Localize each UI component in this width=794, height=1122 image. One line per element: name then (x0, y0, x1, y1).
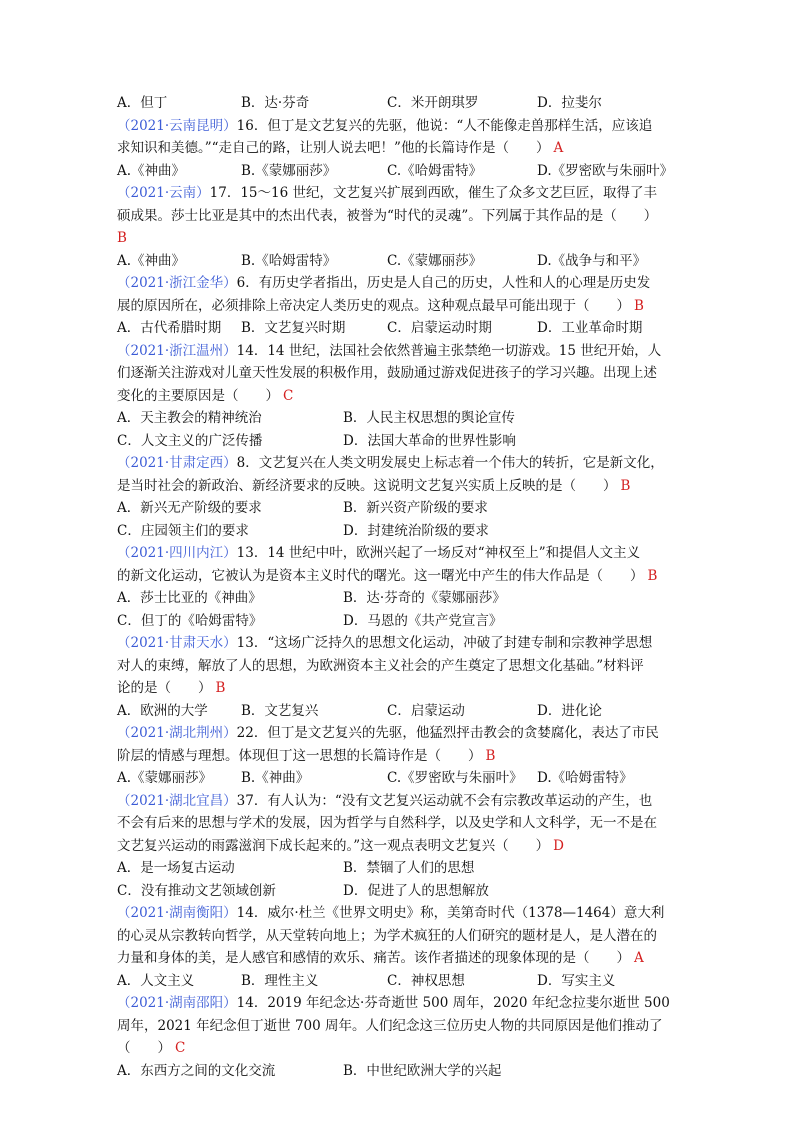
text-line (117, 227, 683, 250)
options-row (117, 92, 683, 115)
options-row (117, 317, 683, 340)
question-text: 13．14 世纪中叶，欧洲兴起了一场反对“神权至上”和提倡人文主义 (236, 545, 641, 561)
options-row (117, 430, 683, 453)
option: A．莎士比亚的《神曲》 (117, 590, 262, 606)
option: B．理性主义 (241, 972, 319, 989)
option: A.《神曲》 (117, 162, 186, 179)
option: A．但丁 (117, 95, 168, 111)
question-line (117, 722, 683, 745)
option: D．法国大革命的世界性影响 (343, 432, 516, 449)
question-line (117, 992, 683, 1015)
question-text: 周年，2021 年纪念但丁逝世 700 周年。人们纪念这三位历史人物的共同原因是他们推动了 (117, 1017, 663, 1034)
text-line (117, 655, 683, 678)
question-text: 22．但丁是文艺复兴的先驱，他猛烈抨击教会的贪婪腐化，表达了市民 (236, 725, 659, 741)
question-text: 37．有人认为：“没有文艺复兴运动就不会有宗教改革运动的产生，也 (236, 792, 653, 809)
question-text: 对人的束缚，解放了人的思想，为欧洲资本主义社会的产生奠定了思想文化基础。”材料评 (117, 657, 644, 674)
option: B.《哈姆雷特》 (241, 252, 337, 269)
question-source: （2021·四川内江） (117, 545, 237, 561)
option: B．文艺复兴时期 (241, 320, 346, 336)
text-line (117, 1037, 683, 1060)
option: C．米开朗琪罗 (387, 95, 479, 111)
answer-key: A (634, 950, 644, 966)
option: C.《蒙娜丽莎》 (387, 252, 483, 269)
answer-key: B (647, 567, 658, 584)
text-line (117, 925, 683, 948)
question-line (117, 902, 683, 925)
option: D．促进了人的思想解放 (343, 882, 489, 899)
question-line (117, 452, 683, 475)
option: A．天主教会的精神统治 (117, 410, 262, 426)
option: C.《哈姆雷特》 (387, 162, 483, 179)
option: B．达·芬奇的《蒙娜丽莎》 (343, 590, 506, 606)
question-text: 6．有历史学者指出，历史是人自己的历史，人性和人的心理是历史发 (236, 275, 651, 291)
question-text: 14．威尔·杜兰《世界文明史》称，美第奇时代（1378—1464）意大利 (236, 905, 665, 921)
answer-key: C (283, 387, 294, 404)
option: D．进化论 (537, 702, 602, 719)
question-text: 展的原因所在，必须排除上帝决定人类历史的观点。这种观点最早可能出现于（ ） (117, 297, 630, 314)
question-text: 力量和身体的美，是人感官和感情的欢乐、痛苦。该作者描述的现象体现的是（ ） (117, 950, 630, 966)
option: A.《神曲》 (117, 252, 186, 269)
options-row (117, 1060, 683, 1083)
options-row (117, 160, 683, 183)
question-text: 16．但丁是文艺复兴的先驱，他说：“人不能像走兽那样生活，应该追 (236, 117, 653, 134)
option: D．马恩的《共产党宣言》 (343, 612, 503, 629)
option: B．人民主权思想的舆论宣传 (343, 410, 515, 426)
option: D.《战争与和平》 (537, 252, 647, 269)
options-row (117, 880, 683, 903)
question-text: 14．14 世纪，法国社会依然普遍主张禁绝一切游戏。15 世纪开始，人 (236, 342, 662, 359)
text-line (117, 677, 683, 700)
text-line (117, 475, 683, 498)
answer-key: B (215, 680, 226, 696)
question-source: （2021·浙江金华） (117, 275, 237, 291)
question-text: 阶层的情感与理想。体现但丁这一思想的长篇诗作是（ ） (117, 747, 482, 764)
text-line (117, 565, 683, 588)
options-row (117, 767, 683, 790)
question-source: （2021·湖南衡阳） (117, 905, 237, 921)
question-text: （ ） (117, 1040, 171, 1056)
options-row (117, 700, 683, 723)
option: C．神权思想 (387, 972, 465, 989)
options-row (117, 250, 683, 273)
option: A.《蒙娜丽莎》 (117, 770, 213, 786)
question-line (117, 632, 683, 655)
option: D.《罗密欧与朱丽叶》 (537, 162, 674, 179)
question-source: （2021·甘肃天水） (117, 635, 237, 651)
option: C．但丁的《哈姆雷特》 (117, 612, 263, 629)
question-text: 的新文化运动，它被认为是资本主义时代的曙光。这一曙光中产生的伟大作品是（ ） (117, 567, 644, 584)
question-source: （2021·湖南邵阳） (117, 995, 237, 1011)
option: A．是一场复古运动 (117, 860, 235, 876)
question-text: 13．“这场广泛持久的思想文化运动，冲破了封建专制和宗教神学思想 (236, 635, 653, 651)
text-line (117, 385, 683, 408)
question-text: 8．文艺复兴在人类文明发展史上标志着一个伟大的转折，它是新文化， (236, 455, 664, 471)
options-row (117, 610, 683, 633)
question-text: 变化的主要原因是（ ） (117, 387, 279, 404)
question-text: 们逐渐关注游戏对儿童天性发展的积极作用，鼓励通过游戏促进孩子的学习兴趣。出现上述 (117, 365, 657, 381)
option: B．达·芬奇 (241, 95, 310, 111)
option: B.《蒙娜丽莎》 (241, 162, 337, 179)
text-line (117, 947, 683, 970)
question-line (117, 182, 683, 205)
question-line (117, 340, 683, 363)
question-text: 17．15～16 世纪，文艺复兴扩展到西欧，催生了众多文艺巨匠，取得了丰 (209, 185, 657, 201)
text-line (117, 362, 683, 385)
options-row (117, 857, 683, 880)
option: C.《罗密欧与朱丽叶》 (387, 770, 523, 786)
question-text: 14．2019 年纪念达·芬奇逝世 500 周年，2020 年纪念拉斐尔逝世 500 (236, 995, 670, 1011)
question-source: （2021·湖北荆州） (117, 725, 237, 741)
question-text: 不会有后来的思想与学术的发展，因为哲学与自然科学，以及史学和人文科学，无一不是在 (117, 815, 657, 831)
options-row (117, 520, 683, 543)
question-line (117, 790, 683, 813)
question-text: 是当时社会的新政治、新经济要求的反映。这说明文艺复兴实质上反映的是（ ） (117, 477, 617, 494)
question-list (117, 92, 683, 1082)
options-row (117, 407, 683, 430)
question-text: 文艺复兴运动的雨露滋润下成长起来的。”这一观点表明文艺复兴（ ） (117, 837, 550, 854)
answer-key: B (117, 230, 127, 246)
question-text: 论的是（ ） (117, 680, 212, 696)
answer-key: B (634, 297, 644, 314)
options-row (117, 587, 683, 610)
option: D．写实主义 (537, 972, 616, 989)
question-text: 硕成果。莎士比亚是其中的杰出代表，被誉为“时代的灵魂”。下列属于其作品的是（ ） (117, 207, 658, 224)
option: C．启蒙运动 (387, 702, 465, 719)
option: A．新兴无产阶级的要求 (117, 500, 262, 516)
option: C．人文主义的广泛传播 (117, 432, 263, 449)
text-line (117, 745, 683, 768)
option: A．古代希腊时期 (117, 320, 222, 336)
option: B．中世纪欧洲大学的兴起 (343, 1062, 502, 1079)
option: B.《神曲》 (241, 770, 310, 786)
text-line (117, 295, 683, 318)
question-text: 的心灵从宗教转向哲学，从天堂转向地上；为学术疯狂的人们研究的题材是人，是人潜在的 (117, 927, 657, 944)
answer-key: C (175, 1040, 186, 1056)
text-line (117, 812, 683, 835)
options-row (117, 970, 683, 993)
question-source: （2021·甘肃定西） (117, 455, 237, 471)
option: D．拉斐尔 (537, 95, 602, 111)
question-text: 求知识和美德。”“走自己的路，让别人说去吧！”他的长篇诗作是（ ） (117, 140, 550, 156)
question-source: （2021·浙江温州） (117, 342, 237, 359)
answer-key: B (620, 477, 631, 494)
option: C．启蒙运动时期 (387, 320, 492, 336)
option: B．文艺复兴 (241, 702, 319, 719)
question-line (117, 272, 683, 295)
answer-key: D (553, 837, 564, 854)
option: B．新兴资产阶级的要求 (343, 500, 488, 516)
text-line (117, 835, 683, 858)
option: A．东西方之间的文化交流 (117, 1062, 276, 1079)
text-line (117, 1015, 683, 1038)
options-row (117, 497, 683, 520)
option: D.《哈姆雷特》 (537, 770, 633, 786)
option: B．禁锢了人们的思想 (343, 860, 475, 876)
option: C．没有推动文艺领域创新 (117, 882, 276, 899)
text-line (117, 205, 683, 228)
answer-key: B (485, 747, 496, 764)
question-line (117, 115, 683, 138)
option: A．人文主义 (117, 972, 195, 989)
answer-key: A (553, 140, 564, 156)
question-source: （2021·云南） (117, 185, 210, 201)
text-line (117, 137, 683, 160)
option: C．庄园领主们的要求 (117, 522, 249, 539)
option: D．工业革命时期 (537, 320, 643, 336)
question-line (117, 542, 683, 565)
question-source: （2021·云南昆明） (117, 117, 237, 134)
option: D．封建统治阶级的要求 (343, 522, 489, 539)
question-source: （2021·湖北宜昌） (117, 792, 237, 809)
option: A．欧洲的大学 (117, 702, 208, 719)
